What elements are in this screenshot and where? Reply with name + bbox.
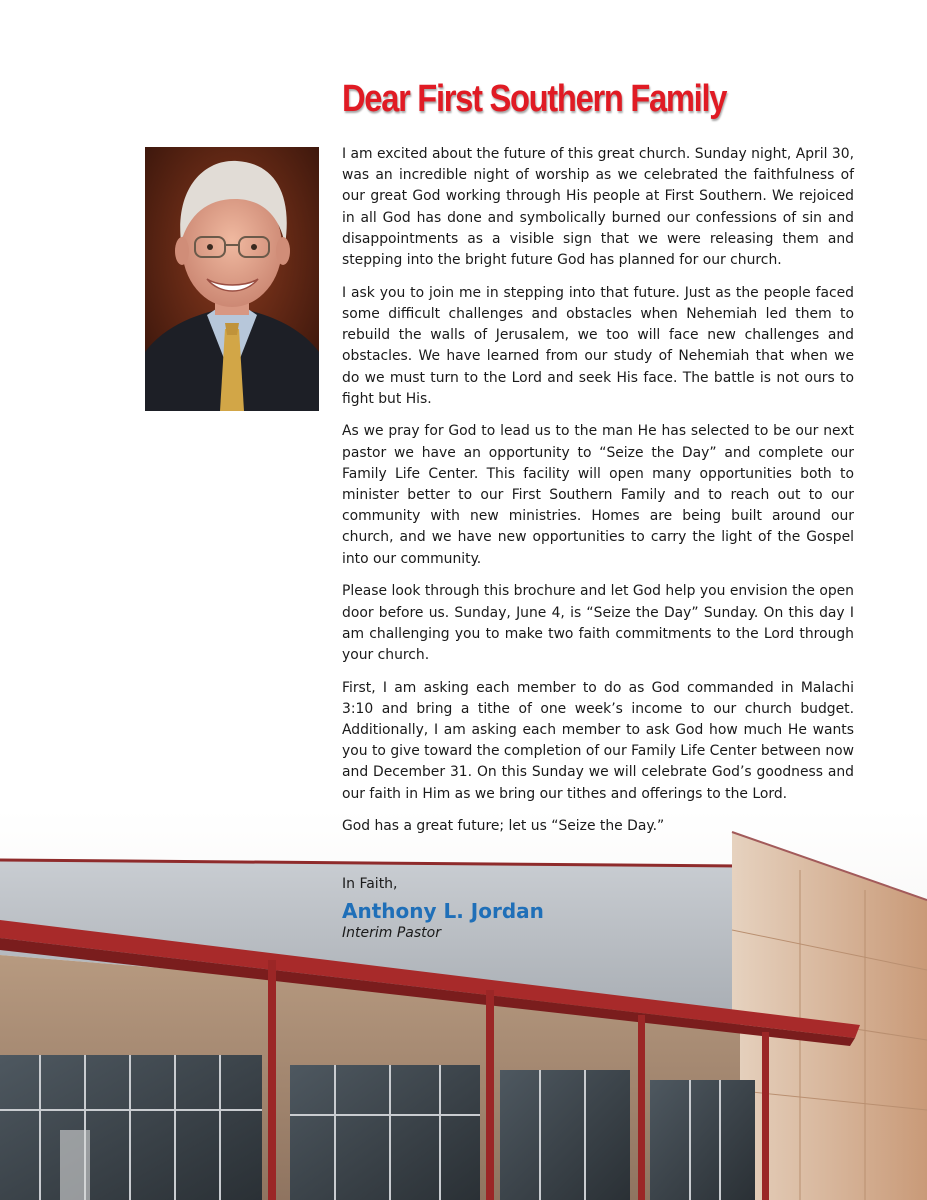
letter-paragraph: I ask you to join me in stepping into that future. Just as the people faced some difficult challenges and obstacles when Nehemiah led them to rebuild the walls of Jerusalem, we too will face new challenges and obstacles. We have learned from our study of Nehemiah that when we do we must turn to the Lord and seek His face. The battle is not ours to fight but His. [342, 284, 854, 407]
letter-paragraph: God has a great future; let us “Seize the Day.” [342, 818, 665, 835]
letter-paragraph: Please look through this brochure and let God help you envision the open door before us. Sunday, June 4, is “Seize the Day” Sunday. On this day I am challenging you to make two faith commitments to the Lord through your church. [342, 583, 854, 663]
pastor-portrait-photo [145, 147, 319, 411]
letter-paragraph: I am excited about the future of this great church. Sunday night, April 30, was an incredible night of worship as we celebrated the faithfulness of our great God working through His people at First Southern. We rejoiced in all God has done and symbolically burned our confessions of sin and disappointments as a visible sign that we were releasing them and stepping into the bright future God has planned for our church. [342, 146, 854, 269]
closing-line: In Faith, [342, 876, 398, 892]
letter-paragraph: First, I am asking each member to do as God commanded in Malachi 3:10 and bring a tithe of one week’s income to our church budget. Additionally, I am asking each member to ask God how much He wants you to give toward the completion of our Family Life Center between now and December 31. On this Sunday we will celebrate God’s goodness and our faith in Him as we bring our tithes and offerings to the Lord. [342, 679, 854, 802]
page-heading: Dear First Southern Family [342, 78, 727, 120]
signature-name: Anthony L. Jordan [342, 899, 544, 923]
letter-body [342, 144, 854, 849]
church-building-photo [0, 810, 927, 1200]
letter-paragraph: As we pray for God to lead us to the man He has selected to be our next pastor we have an opportunity to “Seize the Day” and complete our Family Life Center. This facility will open many opportunities both to minister better to our First Southern Family and to reach out to our community with new ministries. Homes are being built around our church, and we have new opportunities to carry the light of the Gospel into our community. [342, 423, 854, 567]
signoff-block [342, 874, 544, 943]
signature-title: Interim Pastor [342, 925, 441, 941]
